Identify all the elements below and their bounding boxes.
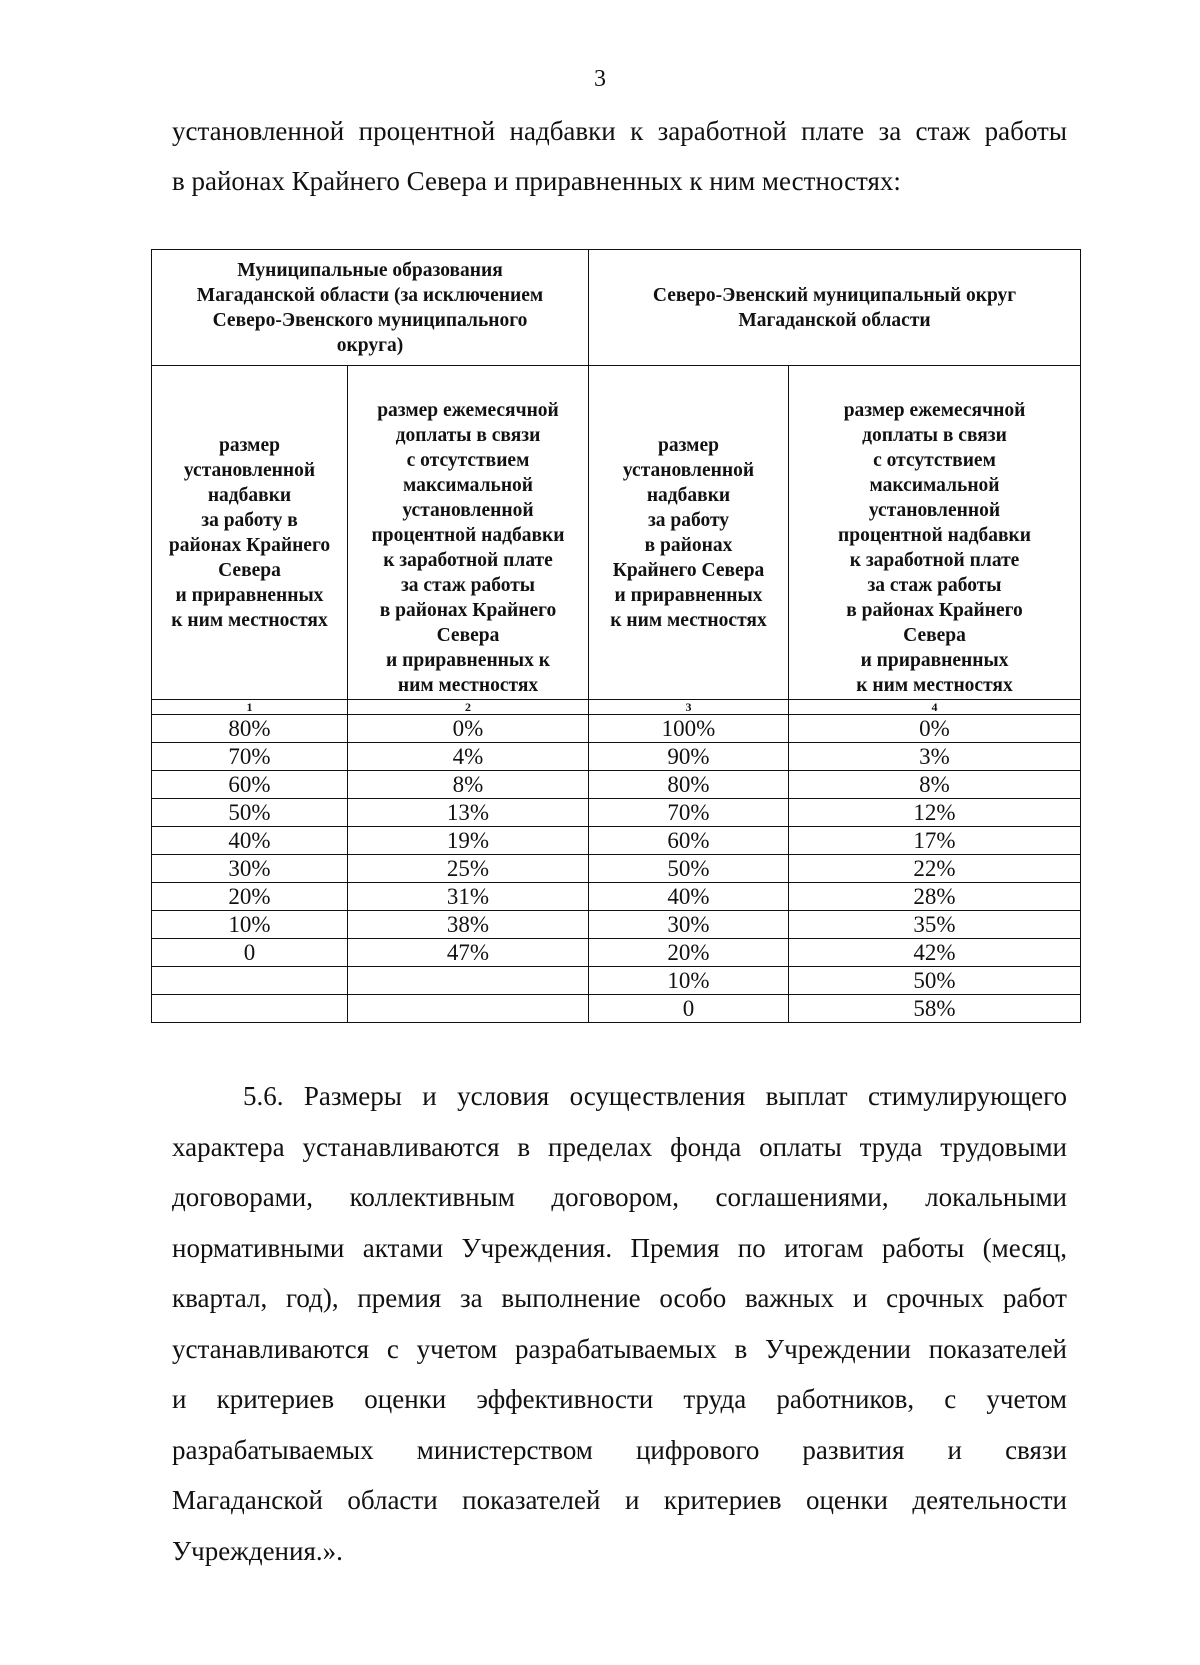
header-line: районах Крайнего (168, 534, 331, 556)
table-body (152, 715, 1081, 1023)
table-cell: 12% (789, 799, 1081, 827)
table-cell: 50% (789, 967, 1081, 995)
column-number-row (152, 700, 1081, 715)
table-cell: 100% (589, 715, 789, 743)
table-cell: 19% (348, 827, 589, 855)
intro-text (172, 106, 1067, 206)
table-cell (348, 967, 589, 995)
table-row (152, 855, 1081, 883)
table-cell: 70% (152, 743, 348, 771)
table-cell: 0 (589, 995, 789, 1023)
paragraph-line: и критериев оценки эффективности труда работников, с учетом (172, 1384, 1067, 1414)
table-cell (348, 995, 589, 1023)
table-row (152, 771, 1081, 799)
table-cell: 30% (152, 855, 348, 883)
table-cell: 20% (152, 883, 348, 911)
header-line: Северо-Эвенский муниципальный округ (652, 284, 1017, 306)
header-line: установленной (622, 459, 755, 481)
table-row (152, 799, 1081, 827)
header-line: надбавки (646, 484, 731, 506)
table-cell: 42% (789, 939, 1081, 967)
header-line: к заработной плате (849, 550, 1020, 571)
column-header-2 (348, 366, 589, 700)
header-line: Севера (903, 625, 966, 646)
header-line: размер (658, 434, 719, 456)
table-cell: 30% (589, 911, 789, 939)
table-cell: 3% (789, 743, 1081, 771)
column-number: 2 (348, 700, 589, 715)
header-line: доплаты в связи (395, 425, 541, 446)
table-cell: 80% (589, 771, 789, 799)
paragraph-line: устанавливаются с учетом разрабатываемых в Учреждении показателей (172, 1333, 1067, 1364)
intro-line: в районах Крайнего Севера и приравненных к ним местностях: (172, 166, 901, 196)
table-cell: 50% (152, 799, 348, 827)
table-cell: 0% (348, 715, 589, 743)
table-cell: 8% (348, 771, 589, 799)
paragraph-line: нормативными актами Учреждения. Премия по итогам работы (месяц, (172, 1232, 1067, 1263)
paragraph-line: характера устанавливаются в пределах фонда оплаты труда трудовыми (172, 1131, 1067, 1162)
header-line: размер ежемесячной (843, 400, 1026, 421)
header-line: процентной надбавки (838, 525, 1031, 546)
header-line: надбавки (207, 484, 292, 506)
header-line: с отсутствием (406, 450, 530, 471)
paragraph-line: Магаданской области показателей и критериев оценки деятельности (172, 1485, 1067, 1515)
table-row (152, 939, 1081, 967)
header-line: размер ежемесячной (377, 400, 559, 421)
header-line: установленной (868, 500, 1001, 521)
column-number: 1 (152, 700, 348, 715)
header-line: размер (219, 434, 280, 456)
table-cell: 40% (589, 883, 789, 911)
header-line: к ним местностях (171, 609, 328, 631)
table-cell: 80% (152, 715, 348, 743)
header-line: за стаж работы (867, 575, 1002, 596)
table-cell: 0% (789, 715, 1081, 743)
table-cell: 0 (152, 939, 348, 967)
header-line: Крайнего Севера (612, 559, 765, 581)
table-cell (152, 967, 348, 995)
header-line: за работу (647, 509, 730, 531)
header-line: доплаты в связи (862, 425, 1007, 446)
table-row (152, 743, 1081, 771)
paragraph-line: 5.6. Размеры и условия осуществления выплат стимулирующего (243, 1081, 1067, 1111)
table-row (152, 995, 1081, 1023)
table-cell: 28% (789, 883, 1081, 911)
paragraph-line: разрабатываемых министерством цифрового развития и связи (172, 1434, 1067, 1465)
table-cell: 58% (789, 995, 1081, 1023)
header-line: максимальной (402, 475, 534, 496)
header-line: к ним местностях (856, 675, 1013, 696)
header-line: Магаданской области (за исключением (196, 284, 544, 306)
header-line: за работу в (201, 509, 298, 531)
table-row (152, 827, 1081, 855)
header-line: Севера (436, 625, 500, 646)
table-cell: 22% (789, 855, 1081, 883)
column-header-row (152, 366, 1081, 700)
table-cell: 4% (348, 743, 589, 771)
group-header-row (152, 250, 1081, 366)
table-cell: 10% (152, 911, 348, 939)
group-header-magadan (152, 250, 589, 366)
header-line: к ним местностях (610, 609, 767, 631)
column-header-1 (152, 366, 348, 700)
table-cell: 70% (589, 799, 789, 827)
header-line: процентной надбавки (371, 525, 565, 546)
allowance-table (151, 249, 1081, 1023)
header-line: Северо-Эвенского муниципального (212, 309, 528, 331)
paragraph-line: квартал, год), премия за выполнение особо важных и срочных работ (172, 1283, 1067, 1313)
table-cell: 8% (789, 771, 1081, 799)
table-cell: 31% (348, 883, 589, 911)
table-cell: 90% (589, 743, 789, 771)
table-cell: 50% (589, 855, 789, 883)
header-line: установленной (183, 459, 316, 481)
group-header-severo-evensk (589, 250, 1081, 366)
header-line: округа) (336, 334, 404, 356)
header-line: ним местностях (397, 675, 539, 696)
header-line: и приравненных к (386, 650, 550, 671)
table-cell: 38% (348, 911, 589, 939)
table-cell: 35% (789, 911, 1081, 939)
table-cell: 17% (789, 827, 1081, 855)
header-line: в районах Крайнего (379, 600, 557, 621)
table-row (152, 883, 1081, 911)
table-cell: 40% (152, 827, 348, 855)
header-line: максимальной (869, 475, 1000, 496)
table-cell: 60% (152, 771, 348, 799)
column-number: 4 (789, 700, 1081, 715)
table-cell: 20% (589, 939, 789, 967)
header-line: Севера (218, 559, 281, 581)
table-row (152, 715, 1081, 743)
header-line: и приравненных (614, 584, 763, 606)
page-number: 3 (594, 66, 606, 92)
header-line: с отсутствием (873, 450, 996, 471)
header-line: в районах (644, 534, 733, 556)
header-line: установленной (402, 500, 534, 521)
header-line: и приравненных (175, 584, 324, 606)
table-cell: 60% (589, 827, 789, 855)
paragraph-line: Учреждения.». (172, 1535, 343, 1566)
column-header-4 (789, 366, 1081, 700)
paragraph-5-6 (172, 1071, 1067, 1576)
table-cell: 25% (348, 855, 589, 883)
header-line: в районах Крайнего (846, 600, 1023, 621)
table-cell: 47% (348, 939, 589, 967)
table-row (152, 911, 1081, 939)
header-line: Муниципальные образования (237, 259, 503, 281)
column-header-3 (589, 366, 789, 700)
header-line: к заработной плате (383, 550, 553, 571)
table-cell (152, 995, 348, 1023)
column-number: 3 (589, 700, 789, 715)
intro-line: установленной процентной надбавки к заработной плате за стаж работы (172, 116, 1067, 146)
table-cell: 10% (589, 967, 789, 995)
paragraph-line: договорами, коллективным договором, соглашениями, локальными (172, 1182, 1067, 1212)
header-line: и приравненных (860, 650, 1009, 671)
header-line: за стаж работы (400, 575, 536, 596)
table-cell: 13% (348, 799, 589, 827)
table-row (152, 967, 1081, 995)
header-line: Магаданской области (738, 309, 931, 331)
